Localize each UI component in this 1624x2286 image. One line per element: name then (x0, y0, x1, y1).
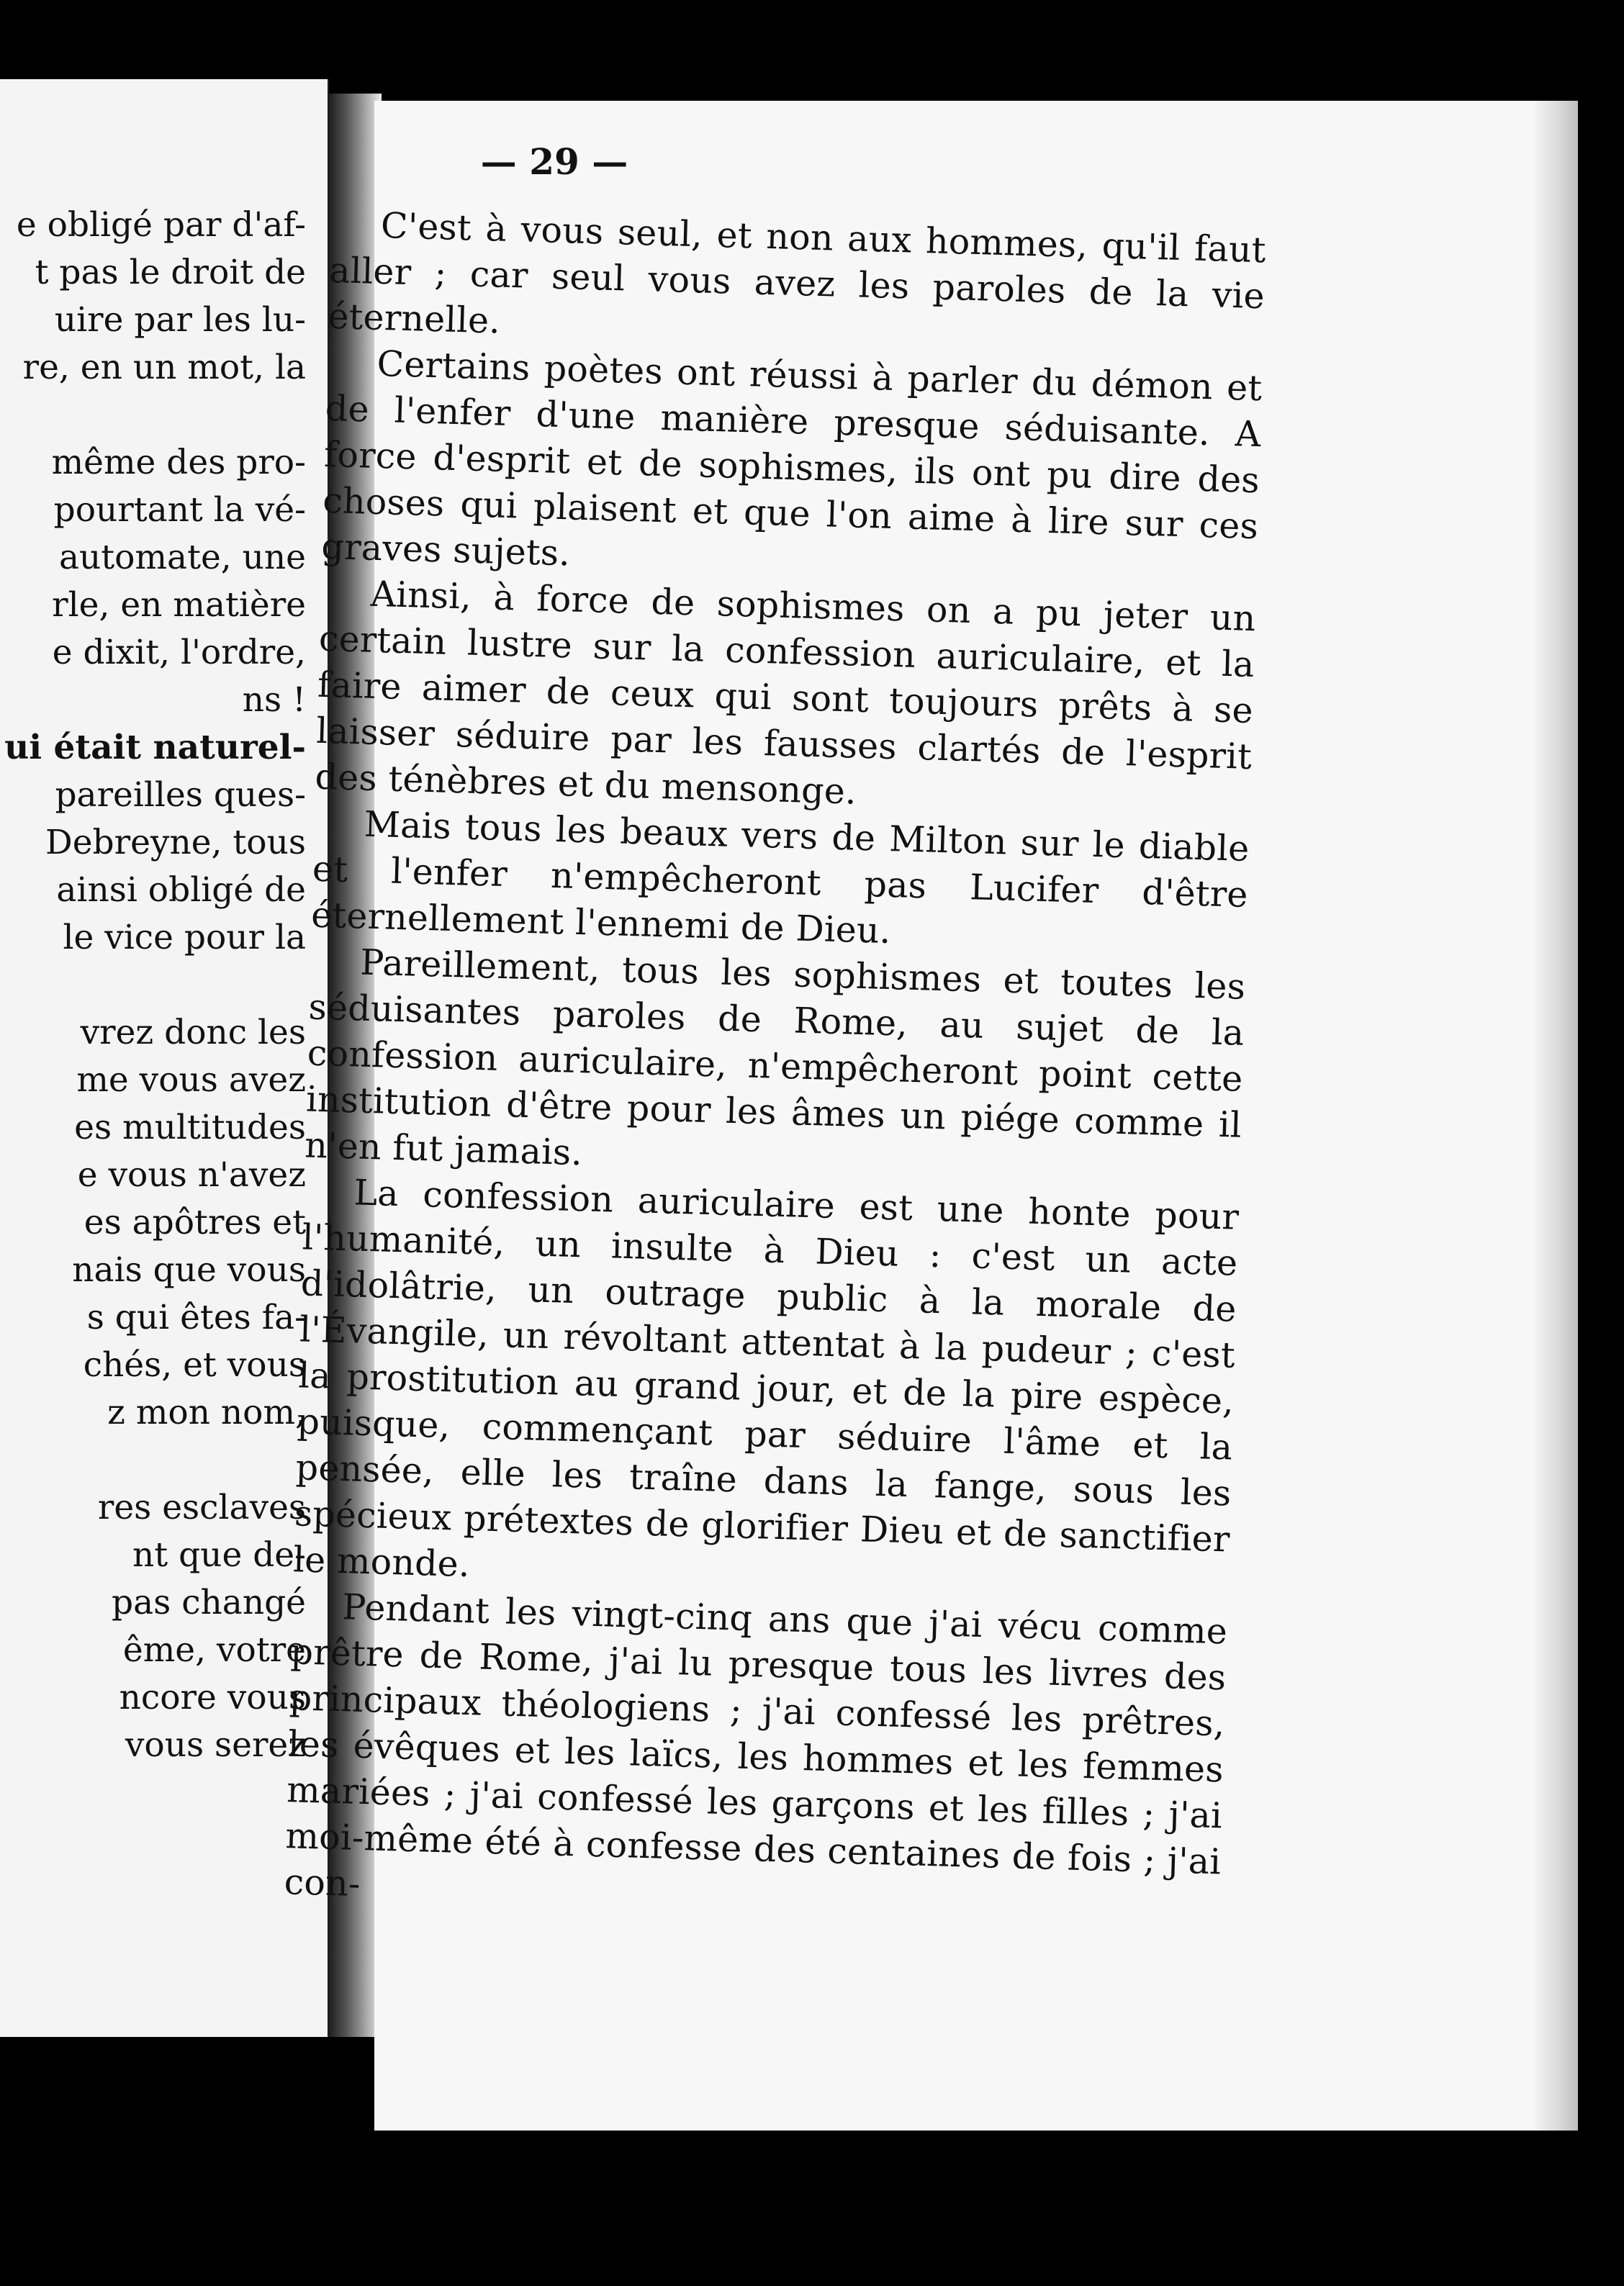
left-page-line: ême, votre (122, 1630, 306, 1670)
left-page-line: pareilles ques- (55, 775, 306, 815)
paragraph: Pareillement, tous les sophismes et toutes les séduisantes paroles de Rome, au sujet de la confession auriculaire, n'empêcheront point cette institution d'être pour les âmes un piége comme il n'en fut jamais. (304, 941, 1246, 1174)
left-page-line (0, 962, 306, 1009)
paragraph: Pendant les vingt-cinq ans que j'ai vécu comme prêtre de Rome, j'ai lu presque tous les livres des principaux théologiens ; j'ai confessé les prêtres, les évêques et les laïcs, les hommes et les femmes mariées ; j'ai confessé les garçons et les filles ; j'ai moi-même été à confesse des centaines de fois ; j'ai con- (283, 1586, 1228, 1905)
left-page-line: même des pro- (51, 443, 306, 482)
paragraph: Ainsi, à force de sophismes on a pu jeter un certain lustre sur la confession auriculaire, et la faire aimer de ceux qui sont toujours prêts à se laisser séduire par les fausses clartés de l'esprit des ténèbres et du mensonge. (314, 573, 1257, 813)
left-page-line: s qui êtes fa- (86, 1298, 306, 1337)
left-page-line: pourtant la vé- (53, 490, 306, 530)
left-page-line (0, 392, 306, 439)
left-page (0, 79, 329, 2037)
page-number: — 29 — (480, 140, 628, 183)
left-page-line: ncore vous (119, 1678, 306, 1717)
left-page-line: re, en un mot, la (22, 348, 306, 387)
left-page-line: Debreyne, tous (45, 823, 306, 862)
left-page-line (0, 1437, 306, 1484)
left-page-line: res esclaves (97, 1488, 306, 1527)
left-page-line: vrez donc les (80, 1013, 306, 1052)
left-page-line: rle, en matière (52, 585, 306, 625)
left-page-line: ainsi obligé de (56, 870, 306, 910)
left-page-line: nais que vous (72, 1250, 306, 1290)
left-page-line: uire par les lu- (54, 300, 306, 340)
left-page-line: ns ! (242, 680, 306, 720)
paragraph: Certains poètes ont réussi à parler du démon et de l'enfer d'une manière presque séduisante. A force d'esprit et de sophismes, ils ont pu dire des choses qui plaisent et que l'on aime à lire sur ces graves sujets. (320, 343, 1263, 574)
left-page-line: automate, une (59, 538, 306, 577)
left-page-line: vous serez (125, 1725, 306, 1765)
left-page-line: nt que de- (132, 1535, 306, 1575)
left-page-line: le vice pour la (63, 918, 306, 957)
left-page-line: z mon nom, (107, 1393, 306, 1432)
page-edge (1535, 101, 1578, 2131)
left-page-line: t pas le droit de (35, 253, 306, 292)
left-page-line: ui était naturel- (4, 728, 306, 767)
paragraph: La confession auriculaire est une honte pour l'humanité, un insulte à Dieu : c'est un acte d'idolâtrie, un outrage public à la morale de l'Évangile, un révoltant attentat à la pudeur ; c'est la prostitution au grand jour, et de la pire espèce, puisque, commençant par séduire l'âme et la pensée, elle les traîne dans la fange, sous les spécieux prétextes de glorifier Dieu et de sanctifier le monde. (292, 1172, 1240, 1586)
body-text (284, 202, 1267, 1931)
left-page-line: chés, et vous (83, 1345, 306, 1385)
paragraph: C'est à vous seul, et non aux hommes, qu'il faut aller ; car seul vous avez les paroles de la vie éternelle. (327, 204, 1267, 342)
left-page-line: e dixit, l'ordre, (52, 633, 306, 672)
left-page-line: es multitudes (74, 1108, 306, 1147)
paragraph: Mais tous les beaux vers de Milton sur le diable et l'enfer n'empêcheront pas Lucifer d'être éternellement l'ennemi de Dieu. (310, 803, 1250, 952)
left-page-line: e obligé par d'af- (16, 205, 306, 245)
left-page-line: me vous avez (76, 1060, 306, 1100)
left-page-line: es apôtres et (84, 1203, 306, 1242)
left-page-line: pas changé (112, 1583, 306, 1622)
left-page-line: e vous n'avez (77, 1155, 306, 1195)
